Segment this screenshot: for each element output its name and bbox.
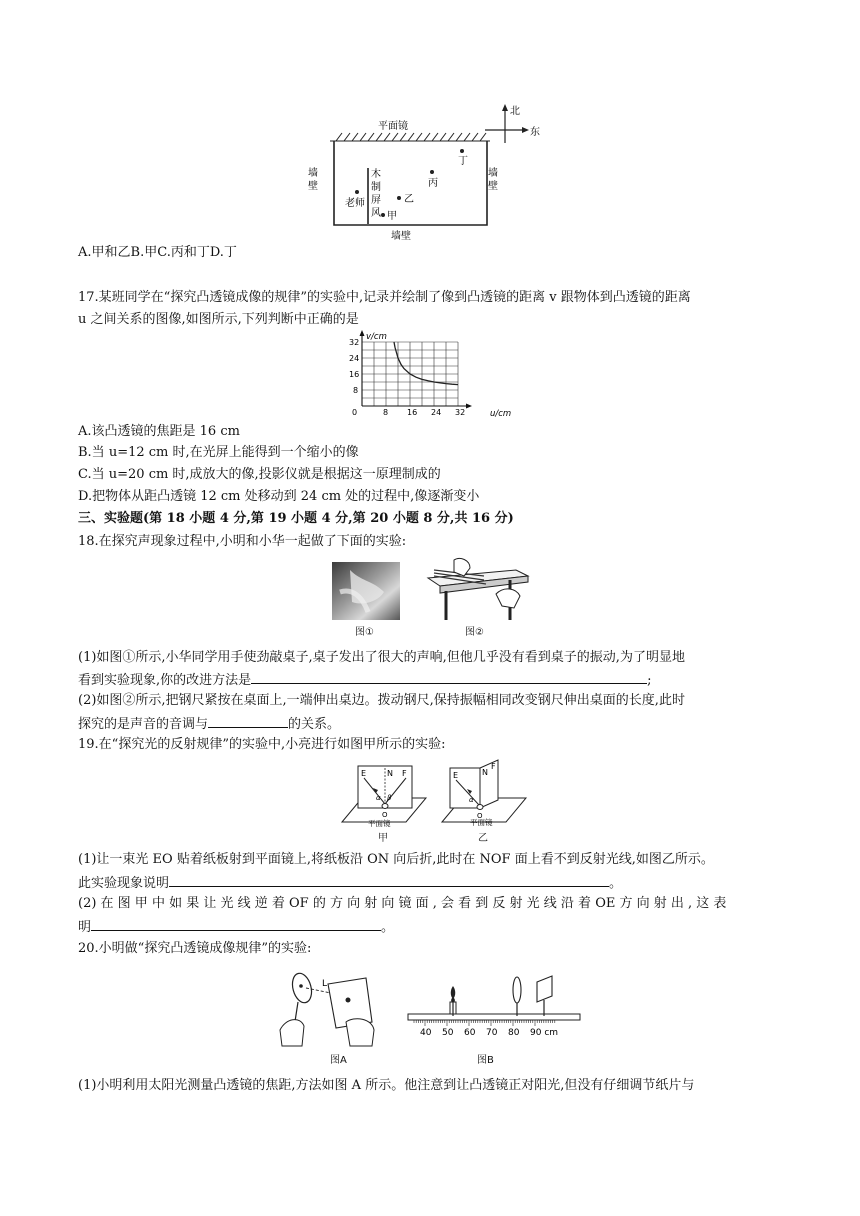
screen-label-4: 风 — [371, 208, 381, 219]
q18-figure-2-caption: 图② — [465, 627, 484, 638]
ruler-ticks — [414, 1020, 555, 1026]
q18-figure-1 — [332, 562, 400, 620]
q19-part2-line2 — [78, 917, 394, 937]
q19-figure-jia — [340, 762, 430, 828]
q17-option-d: D.把物体从距凸透镜 12 cm 处移动到 24 cm 处的过程中,像逐渐变小 — [78, 489, 480, 504]
q17-stem-line1: 17.某班同学在“探究凸透镜成像的规律”的实验中,记录并绘制了像到凸透镜的距离 v 跟物体到凸透镜的距离 — [78, 290, 691, 305]
room-walls — [334, 141, 487, 225]
lens-icon — [513, 977, 521, 1003]
q18-part2-line2-end: 的关系。 — [288, 717, 341, 732]
mirror-hatch-line — [416, 133, 422, 141]
q19-part2-answer-blank[interactable] — [91, 917, 381, 931]
jia-label: 甲 — [387, 211, 397, 222]
mirror-hatch-line — [432, 133, 438, 141]
q18-figure-2 — [424, 556, 532, 622]
chart-x-tick-label: 8 — [383, 408, 389, 417]
compass-icon — [485, 104, 529, 143]
mirror-hatch-line — [456, 133, 462, 141]
chart-y-tick-label: 8 — [353, 386, 359, 395]
chart-x-axis-arrow — [466, 404, 472, 409]
q19-figure-yi — [440, 758, 530, 828]
ding-dot — [460, 149, 464, 153]
q18-part1-answer-blank[interactable] — [251, 670, 647, 684]
ruler-tick-label: 50 — [442, 1028, 454, 1038]
q19-jia-label-alpha: α — [376, 794, 381, 802]
q19-yi-label-n: N — [482, 768, 488, 777]
mirror-hatch-line — [344, 133, 350, 141]
wall-right-label-2: 壁 — [488, 181, 498, 192]
q20-part1-line1: (1)小明利用太阳光测量凸透镜的焦距,方法如图 A 所示。他注意到让凸透镜正对阳光,但没有仔细调节纸片与 — [78, 1078, 695, 1093]
q19-jia-label-e: E — [361, 769, 367, 778]
mirror-hatch-line — [392, 133, 398, 141]
q19-jia-mirror-label: 平面镜 — [368, 819, 391, 828]
ruler-tick-labels — [420, 1028, 558, 1038]
q19-part1-line2-end: 。 — [609, 876, 623, 891]
mirror-hatch-line — [376, 133, 382, 141]
wall-left-label-2: 壁 — [308, 181, 318, 192]
chart-x-tick-label: 32 — [455, 408, 466, 417]
mirror-hatch-line — [440, 133, 446, 141]
q20-stem: 20.小明做“探究凸透镜成像规律”的实验: — [78, 941, 312, 956]
q18-part1-line2-text: 看到实验现象,你的改进方法是 — [78, 673, 252, 688]
q18-figure-1-caption: 图① — [355, 627, 374, 638]
chart-y-tick-label: 24 — [349, 354, 360, 363]
wall-right-label-1: 墙 — [488, 168, 498, 179]
q19-jia-label-n: N — [387, 769, 393, 778]
v-u-chart — [338, 330, 523, 422]
mirror-label: 平面镜 — [378, 121, 408, 132]
ruler-tick-label: 70 — [486, 1028, 498, 1038]
mirror-hatch-line — [424, 133, 430, 141]
q18-part2-line2 — [78, 714, 340, 734]
compass-north-label: 北 — [510, 106, 520, 117]
ding-label: 丁 — [458, 156, 468, 167]
q18-stem: 18.在探究声现象过程中,小明和小华一起做了下面的实验: — [78, 534, 407, 549]
q18-part1-line1: (1)如图①所示,小华同学用手使劲敲桌子,桌子发出了很大的声响,但他几乎没有看到桌子的振动,为了明显地 — [78, 650, 685, 665]
chart-x-axis-label: u/cm — [490, 409, 512, 419]
ruler-tick-label: 80 — [508, 1028, 520, 1038]
mirror-hatch-line — [472, 133, 478, 141]
q19-figure-yi-caption: 乙 — [478, 833, 488, 844]
q18-part1-line2-end: ; — [647, 673, 652, 688]
q19-part2-line2-text: 明 — [78, 920, 92, 935]
chart-y-tick-label: 32 — [349, 338, 360, 347]
q20-figure-b-upper — [440, 972, 590, 1016]
q19-part2-line1: (2) 在 图 甲 中 如 果 让 光 线 逆 着 OF 的 方 向 射 向 镜 面 , 会 看 到 反 射 光 线 沿 着 OE 方 向 射 出 , 这 表 — [78, 896, 727, 911]
q20-figure-a — [276, 966, 386, 1048]
jia-dot — [381, 213, 385, 217]
section-3-heading: 三、实验题(第 18 小题 4 分,第 19 小题 4 分,第 20 小题 8 分,共 16 分) — [78, 511, 514, 526]
bing-label: 丙 — [428, 178, 438, 189]
q19-yi-label-e: E — [453, 771, 459, 780]
q19-yi-mirror-label: 平面镜 — [470, 818, 493, 827]
q20-figure-b-caption: 图B — [477, 1055, 494, 1066]
ruler-tick-label: 90 cm — [530, 1028, 559, 1038]
q17-option-a: A.该凸透镜的焦距是 16 cm — [78, 424, 240, 439]
q19-part1-answer-blank[interactable] — [169, 873, 609, 887]
mirror-hatch-line — [368, 133, 374, 141]
q18-part2-line2-text: 探究的是声音的音调与 — [78, 717, 209, 732]
q18-part2-line1: (2)如图②所示,把钢尺紧按在桌面上,一端伸出桌边。拨动钢尺,保持振幅相同改变钢尺伸出桌面的长度,此时 — [78, 693, 685, 708]
mirror-hatch-line — [448, 133, 454, 141]
yi-label: 乙 — [404, 194, 414, 205]
q19-yi-label-alpha: α — [469, 796, 474, 804]
mirror-hatch-line — [352, 133, 358, 141]
teacher-label: 老师 — [345, 198, 365, 209]
q20-figure-a-caption: 图A — [330, 1055, 347, 1066]
mirror-hatch-line — [400, 133, 406, 141]
screen-label-3: 屏 — [371, 195, 381, 206]
ruler-tick-label: 60 — [464, 1028, 476, 1038]
q16-options: A.甲和乙B.甲C.丙和丁D.丁 — [78, 245, 237, 260]
chart-x-tick-label: 0 — [352, 408, 358, 417]
q19-stem: 19.在“探究光的反射规律”的实验中,小亮进行如图甲所示的实验: — [78, 737, 446, 752]
q19-part1-line2-text: 此实验现象说明 — [78, 876, 170, 891]
q19-jia-label-beta: β — [387, 794, 392, 802]
chart-x-tick-label: 16 — [407, 408, 418, 417]
q17-stem-line2: u 之间关系的图像,如图所示,下列判断中正确的是 — [78, 312, 359, 327]
q19-part2-line2-end: 。 — [381, 920, 395, 935]
q19-jia-label-o: O — [382, 811, 388, 819]
chart-y-axis-arrow — [360, 330, 365, 336]
q19-part1-line2 — [78, 873, 622, 893]
wall-bottom-label: 墙壁 — [391, 231, 411, 240]
mirror-hatch-line — [464, 133, 470, 141]
screen-icon — [537, 976, 552, 1002]
q18-part1-line2 — [78, 670, 652, 690]
q19-yi-label-f: F — [491, 762, 496, 771]
mirror-hatch-line — [336, 133, 342, 141]
mirror-hatch-line — [408, 133, 414, 141]
q19-part1-line1: (1)让一束光 EO 贴着纸板射到平面镜上,将纸板沿 ON 向后折,此时在 NOF 面上看不到反射光线,如图乙所示。 — [78, 852, 714, 867]
teacher-dot — [355, 190, 359, 194]
q19-figure-jia-caption: 甲 — [378, 833, 388, 844]
q19-jia-label-f: F — [402, 769, 407, 778]
screen-label-2: 制 — [371, 182, 381, 193]
ruler-tick-label: 40 — [420, 1028, 432, 1038]
chart-y-axis-label: v/cm — [366, 332, 387, 342]
compass-east-label: 东 — [530, 127, 540, 138]
mirror-hatch-line — [360, 133, 366, 141]
mirror-hatch-line — [384, 133, 390, 141]
q19-yi-label-o: O — [477, 812, 483, 820]
mirror-hatch-line — [480, 133, 486, 141]
chart-x-tick-label: 24 — [431, 408, 442, 417]
screen-label-1: 木 — [371, 169, 381, 180]
q17-option-c: C.当 u=20 cm 时,成放大的像,投影仪就是根据这一原理制成的 — [78, 467, 441, 482]
q17-option-b: B.当 u=12 cm 时,在光屏上能得到一个缩小的像 — [78, 445, 359, 460]
q20-figure-a-label-l: L — [322, 979, 328, 989]
yi-dot — [397, 196, 401, 200]
q18-part2-answer-blank[interactable] — [208, 714, 288, 728]
chart-curve-series — [394, 342, 458, 385]
chart-y-tick-label: 16 — [349, 370, 360, 379]
wall-left-label-1: 墙 — [308, 168, 318, 179]
bing-dot — [430, 170, 434, 174]
candle-flame-icon — [451, 986, 456, 999]
room-diagram — [300, 98, 560, 240]
